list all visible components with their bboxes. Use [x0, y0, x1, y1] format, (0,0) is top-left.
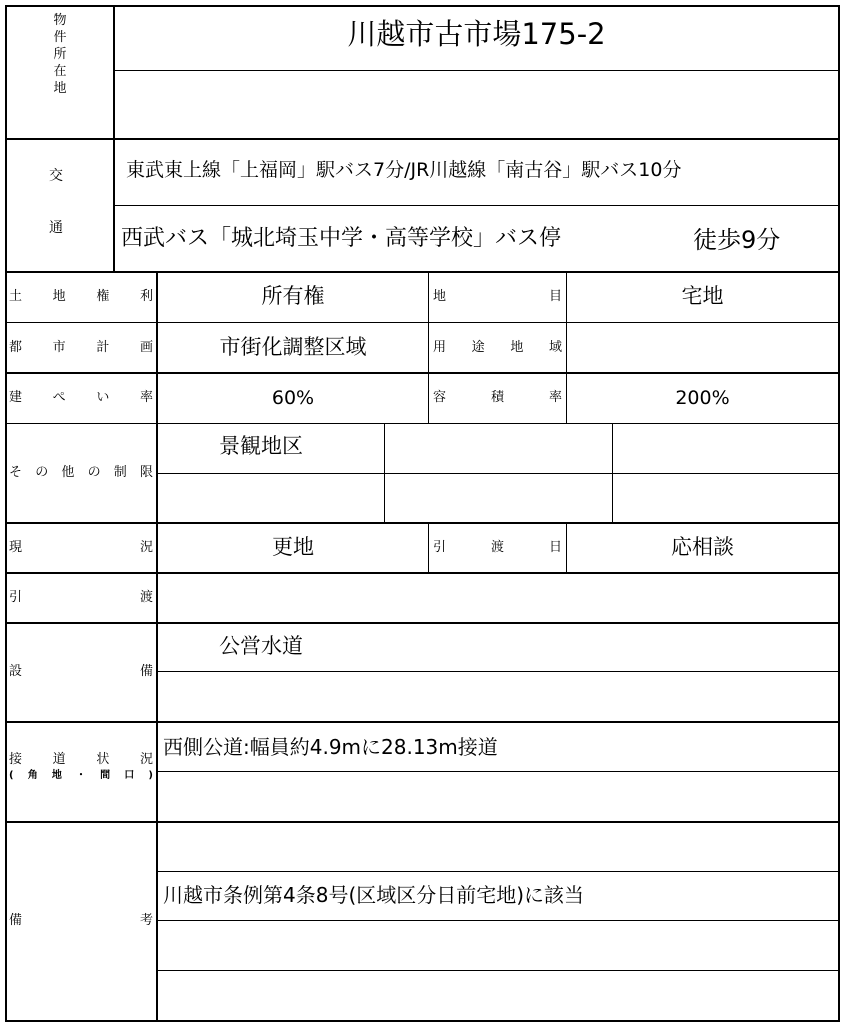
row-divider: [114, 205, 840, 206]
label-char: 域: [548, 340, 562, 355]
row-divider: [5, 322, 840, 323]
handover-date-label: [433, 541, 562, 554]
label-char: そ: [9, 465, 23, 480]
row-divider: [5, 721, 840, 723]
label-char: 用: [433, 340, 447, 355]
handover-label: [9, 591, 153, 604]
label-char: 接: [9, 752, 23, 767]
facilities-label: [9, 665, 153, 678]
row-divider: [5, 423, 840, 424]
location-label-char: 件: [53, 30, 67, 45]
row-divider: [157, 920, 840, 921]
current-status-label: [9, 541, 153, 554]
label-char: 地: [510, 340, 524, 355]
land-category-label: [433, 290, 562, 303]
label-char: 引: [433, 540, 447, 555]
label-char: 容: [433, 390, 447, 405]
label-char: 地: [52, 289, 66, 304]
label-char: 地: [433, 289, 447, 304]
label-char: 他: [61, 465, 75, 480]
other-restrictions-label: [9, 466, 153, 479]
transport-walk-time: 徒歩9分: [693, 226, 781, 254]
label-char: (: [9, 770, 14, 781]
row-divider: [5, 522, 840, 524]
table-border-left: [5, 5, 7, 1022]
transport-bus-stop: 西武バス「城北埼玉中学・高等学校」バス停: [121, 226, 562, 251]
remarks-label: [9, 914, 153, 927]
label-char: 計: [96, 340, 110, 355]
use-district-label: [433, 341, 562, 354]
column-divider: [428, 271, 429, 424]
floor-area-ratio-label: [433, 391, 562, 404]
land-category-value: 宅地: [681, 284, 724, 308]
coverage-ratio-label: [9, 391, 153, 404]
row-divider: [157, 473, 840, 474]
location-value: 川越市古市場175-2: [347, 17, 606, 51]
row-divider: [157, 970, 840, 971]
label-char: 設: [9, 664, 23, 679]
handover-date-value: 応相談: [671, 535, 734, 559]
label-char: 口: [124, 770, 135, 781]
label-char: 率: [139, 390, 153, 405]
label-char: 土: [9, 289, 23, 304]
label-char: 角: [27, 770, 38, 781]
table-border-right: [838, 5, 840, 1022]
label-char: 現: [9, 540, 23, 555]
row-divider: [5, 138, 840, 140]
road-access-value: 西側公道:幅員約4.9mに28.13m接道: [163, 735, 498, 759]
label-char: 制: [113, 465, 127, 480]
city-planning-label: [9, 341, 153, 354]
label-char: 間: [100, 770, 111, 781]
label-char: 率: [548, 390, 562, 405]
row-divider: [5, 572, 840, 574]
label-char: 道: [52, 752, 66, 767]
label-char: 建: [9, 390, 23, 405]
remarks-value: 川越市条例第4条8号(区域区分日前宅地)に該当: [163, 883, 585, 907]
label-char: ): [148, 770, 153, 781]
transport-line-1: 東武東上線「上福岡」駅バス7分/JR川越線「南古谷」駅バス10分: [126, 159, 682, 181]
label-char: ぺ: [52, 390, 66, 405]
location-label-char: 物: [53, 13, 67, 28]
label-char: 状: [96, 752, 110, 767]
label-char: 利: [139, 289, 153, 304]
label-char: 況: [139, 752, 153, 767]
row-divider: [114, 70, 840, 71]
label-char: の: [87, 465, 101, 480]
transport-label-char: 交: [49, 168, 63, 184]
current-status-value: 更地: [272, 535, 314, 559]
row-divider: [157, 771, 840, 772]
label-char: 渡: [490, 540, 504, 555]
column-divider: [612, 423, 613, 524]
label-char: 積: [490, 390, 504, 405]
label-char: 渡: [139, 590, 153, 605]
label-char: の: [35, 465, 49, 480]
label-char: 市: [52, 340, 66, 355]
floor-area-ratio-value: 200%: [675, 387, 730, 409]
label-char: 況: [139, 540, 153, 555]
label-char: 途: [471, 340, 485, 355]
row-divider: [5, 372, 840, 374]
label-char: 備: [9, 913, 23, 928]
label-char: 備: [139, 664, 153, 679]
label-char: 引: [9, 590, 23, 605]
label-char: 権: [96, 289, 110, 304]
label-char: い: [96, 390, 110, 405]
location-label: [48, 12, 72, 97]
land-rights-value: 所有権: [261, 284, 325, 308]
label-char: 地: [51, 770, 62, 781]
label-char: 日: [548, 540, 562, 555]
row-divider: [157, 871, 840, 872]
column-divider: [384, 423, 385, 524]
row-divider: [5, 271, 840, 273]
label-char: 考: [139, 913, 153, 928]
row-divider: [157, 671, 840, 672]
label-char: 画: [139, 340, 153, 355]
road-access-sublabel: [9, 771, 153, 781]
road-access-label: [9, 753, 153, 766]
row-divider: [5, 622, 840, 624]
label-char: ・: [76, 770, 86, 781]
table-border-top: [5, 5, 840, 7]
facilities-value: 公営水道: [219, 634, 303, 658]
label-char: 目: [548, 289, 562, 304]
other-restrictions-value: 景観地区: [219, 434, 303, 458]
transport-label-char: 通: [49, 220, 63, 236]
table-border-bottom: [5, 1020, 840, 1022]
location-label-char: 地: [53, 81, 67, 96]
label-char: 限: [139, 465, 153, 480]
column-divider: [156, 271, 158, 1022]
label-char: 都: [9, 340, 23, 355]
column-divider: [428, 522, 429, 574]
location-label-char: 所: [53, 47, 67, 62]
city-planning-value: 市街化調整区域: [219, 335, 367, 359]
land-rights-label: [9, 290, 153, 303]
coverage-ratio-value: 60%: [271, 387, 315, 409]
location-label-char: 在: [53, 64, 67, 79]
row-divider: [5, 821, 840, 823]
